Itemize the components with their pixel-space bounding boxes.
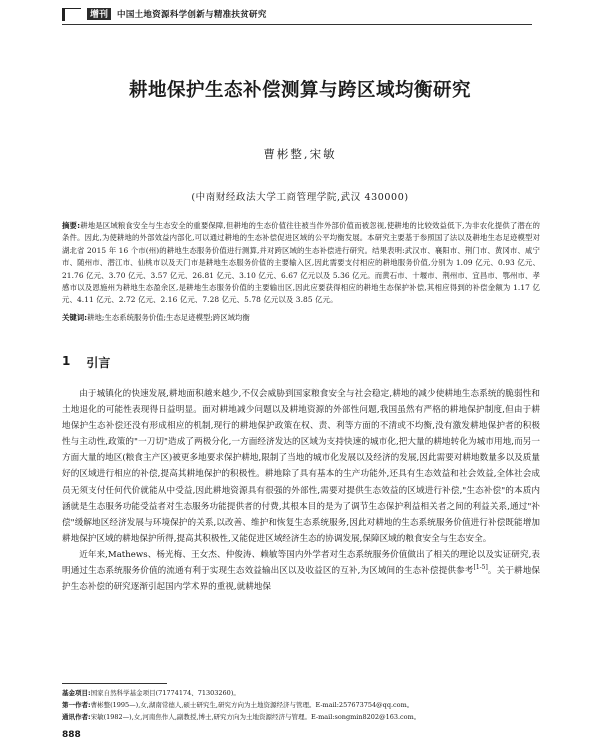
abstract bbox=[62, 220, 540, 307]
footnote-corresponding-author bbox=[62, 711, 552, 723]
body-paragraph-2-start: 近年来,Mathews、杨光梅、王女杰、仲俊涛、赖敏等国内外学者对生态系统服务价值做出了相关的理论以及实证研究,表明通过生态系统服务价值的流通有利于实现生态效益输出区以及收益区的互补,为区域间的生态补偿提供参考 bbox=[62, 549, 540, 577]
abstract-text: 耕地是区域粮食安全与生态安全的重要保障,但耕地的生态价值往往被当作外部价值而被忽视,使耕地的比较效益低下,为非农化提供了潜在的条件。因此,为使耕地的外部效益内部化,可以通过耕地的生态补偿促进区域的公平均衡发展。本研究主要基于参照国了法以及耕地生态足迹模型对湖北省 2015 年 16 个市(州)的耕地生态服务价值进行测算,并对跨区域的生态补偿进行研究。结果表明:武汉市、襄阳市、荆门市、黄冈市、咸宁市、随州市、潜江市、仙桃市以及天门市是耕地生态服务价值的主要输入区,因此需要支付相应的耕地服务价值,分别为 1.09 亿元、0.93 亿元、21.76 亿元、3.70 亿元、3.57 亿元、26.81 亿元、3.10 亿元、6.67 亿元以及 5.36 亿元。而黄石市、十堰市、荆州市、宜昌市、鄂州市、孝感市以及恩施州为耕地生态盈余区,是耕地生态服务价值的主要输出区,因此应要获得相应的耕地生态保护补偿,其相应得到的补偿金额为 1.17 亿元、4.11 亿元、2.72 亿元、2.16 亿元、7.28 亿元、5.78 亿元以及 3.85 亿元。 bbox=[62, 221, 540, 305]
body-paragraph-2 bbox=[62, 547, 540, 595]
keywords-label: 关键词: bbox=[62, 313, 88, 322]
running-header bbox=[62, 6, 532, 25]
keywords bbox=[62, 312, 540, 324]
section-heading bbox=[62, 354, 110, 371]
footnote-fund bbox=[62, 687, 552, 699]
body-paragraph-1: 由于城镇化的快速发展,耕地面积越来越少,不仅会威胁到国家粮食安全与社会稳定,耕地的减少使耕地生态系统的脆弱性和土地退化的可能性表现得日益明显。面对耕地减少问题以及耕地资源的外部性问题,我国虽然有严格的耕地保护制度,但由于耕地保护生态补偿还没有形成相应的机制,现行的耕地保护政策在权、责、利等方面的不清或不均衡,没有激发耕地保护者的积极性与主动性,政策的"一刀切"造成了两极分化,一方面经济发达的区域为支持快速的城市化,把大量的耕地转化为城市用地,而另一方面大量的地区(粮食主产区)被更多地要求保护耕地,限制了当地的城市化发展以及经济的发展,因此需要对耕地数量多以及质量好的区域进行相应的补偿,提高其耕地保护的积极性。耕地除了具有基本的生产功能外,还具有生态效益和社会效益,全体社会成员无须支付任何代价就能从中受益,因此耕地资源具有很强的外部性,需要对提供生态效益的区域进行补偿,"生态补偿"的本质内涵就是生态服务功能受益者对生态服务功能提供者的付费,其根本目的是为了调节生态保护利益相关者之间的利益关系,通过"补偿"缓解地区经济发展与环境保护的关系,以改善、维护和恢复生态系统服务,因此对耕地的生态系统服务价值进行补偿既能增加耕地保护区域的耕地保护所得,提高其积极性,又能促进区域经济生态的协调发展,保障区域的粮食安全与生态安全。 bbox=[62, 389, 540, 544]
citation: [1-5] bbox=[473, 564, 488, 572]
corresponding-author-label: 通讯作者: bbox=[62, 713, 91, 721]
section-number: 1 bbox=[62, 354, 71, 368]
author-affiliation: (中南财经政法大学工商管理学院,武汉 430000) bbox=[191, 192, 409, 203]
abstract-label: 摘要: bbox=[62, 221, 81, 230]
paper-title: 耕地保护生态补偿测算与跨区域均衡研究 bbox=[128, 80, 471, 101]
first-author-label: 第一作者: bbox=[62, 701, 91, 709]
footnotes bbox=[62, 687, 552, 723]
page-number: 888 bbox=[62, 730, 81, 740]
footnote-first-author bbox=[62, 699, 552, 711]
journal-title: 中国土地资源科学创新与精准扶贫研究 bbox=[117, 9, 267, 19]
body-text bbox=[62, 386, 540, 595]
corner-mark bbox=[62, 8, 81, 21]
issue-badge: 增刊 bbox=[87, 8, 111, 20]
fund-label: 基金项目: bbox=[62, 689, 91, 697]
keywords-text: 耕地;生态系统服务价值;生态足迹模型;跨区域均衡 bbox=[87, 313, 250, 322]
footnote-divider bbox=[62, 683, 167, 684]
body-paragraph-2-end: 。关于耕地保护生态补偿的研究逐渐引起国内学术界的重视,就耕地保 bbox=[62, 566, 540, 593]
first-author-text: 曹彬整(1995—),女,湖南常德人,硕士研究生,研究方向为土地资源经济与管理。E-mail:257673754@qq.com。 bbox=[90, 701, 414, 709]
paper-authors: 曹彬整,宋敏 bbox=[263, 147, 337, 161]
section-title: 引言 bbox=[86, 356, 111, 370]
fund-text: 国家自然科学基金项目(71774174、71303260)。 bbox=[90, 689, 240, 697]
corresponding-author-text: 宋敏(1982—),女,河南焦作人,副教授,博士,研究方向为土地资源经济与管理。E-mail:songmin8202@163.com。 bbox=[90, 713, 421, 721]
